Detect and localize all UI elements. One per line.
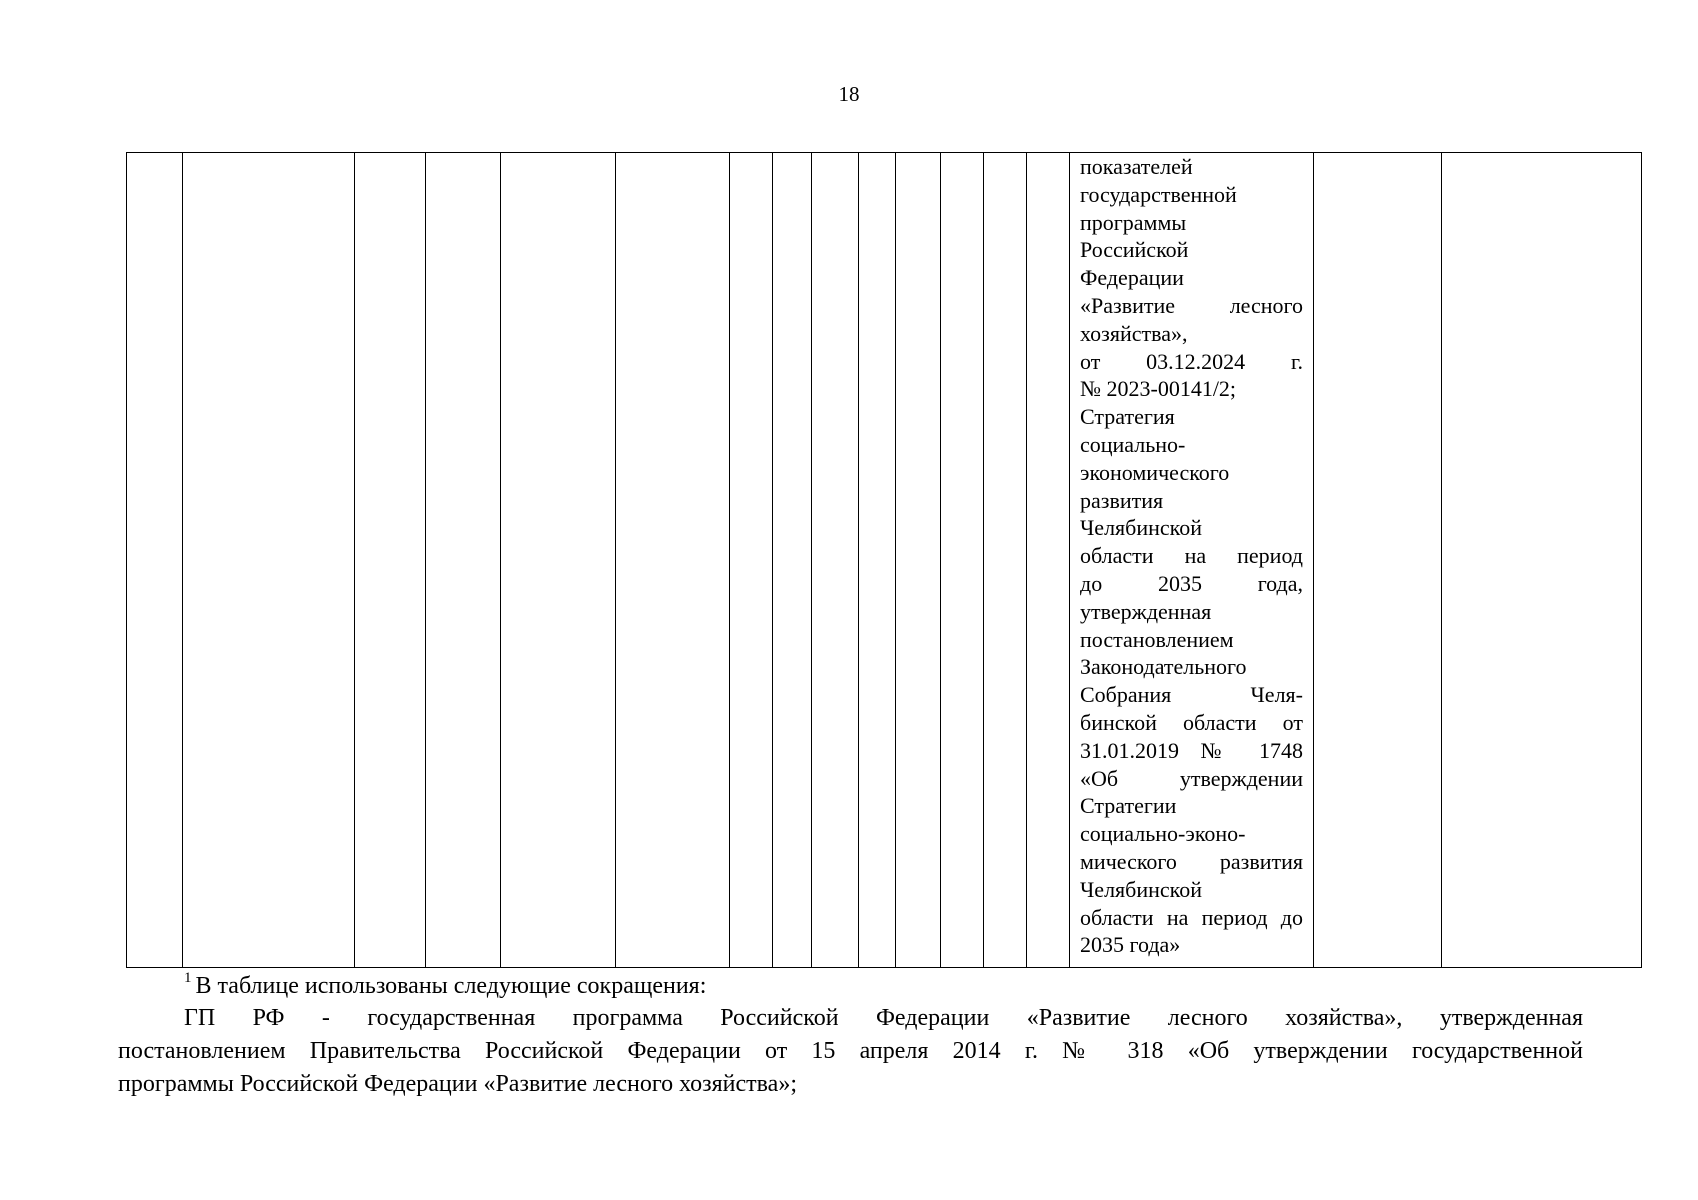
table-cell-16: [1314, 153, 1442, 968]
table-cell-17: [1442, 153, 1642, 968]
basis-text-line: № 2023-00141/2;: [1080, 376, 1237, 402]
abbreviation-paragraph: [118, 1002, 1583, 1101]
basis-text-line: экономического: [1080, 459, 1230, 485]
basis-text-line: Челябинской: [1080, 876, 1203, 902]
paragraph-line-2: постановлением Правительства Российской Федерации от 15 апреля 2014 г. № 318 «Об утверждении государственной: [118, 1038, 1583, 1064]
basis-text-line: Стратегия: [1080, 404, 1175, 430]
basis-text-line: Федерации: [1080, 265, 1184, 291]
table-row: [127, 153, 1642, 968]
basis-text-line: до 2035 года,: [1080, 570, 1303, 596]
table-cell-5: [501, 153, 616, 968]
basis-text-line: 2035 года»: [1080, 932, 1181, 958]
table-cell-10: [859, 153, 896, 968]
basis-text-line: программы: [1080, 209, 1187, 235]
basis-text: [1070, 153, 1313, 959]
table-cell-8: [773, 153, 812, 968]
table-cell-text: [1070, 153, 1314, 968]
table-cell-9: [812, 153, 859, 968]
table-cell-11: [896, 153, 941, 968]
footnote-marker: 1: [184, 970, 192, 986]
footnote: [184, 970, 706, 1002]
basis-text-line: бинской области от: [1080, 709, 1303, 735]
document-table: [126, 152, 1642, 968]
basis-text-line: утвержденная: [1080, 598, 1212, 624]
basis-text-line: хозяйства»,: [1080, 320, 1188, 346]
basis-text-line: мического развития: [1080, 848, 1303, 874]
basis-text-line: области на период до: [1080, 904, 1303, 930]
basis-text-line: «Развитие лесного: [1080, 292, 1303, 318]
table-cell-2: [183, 153, 355, 968]
table-cell-14: [1027, 153, 1070, 968]
table-cell-7: [730, 153, 773, 968]
basis-text-line: развития: [1080, 487, 1164, 513]
basis-text-line: 31.01.2019 № 1748: [1080, 737, 1303, 763]
basis-text-line: социально-эконо-: [1080, 821, 1246, 847]
basis-text-line: постановлением: [1080, 626, 1234, 652]
basis-text-line: Челябинской: [1080, 515, 1203, 541]
table-cell-12: [941, 153, 984, 968]
page-number: 18: [838, 82, 860, 106]
paragraph-line-1: ГП РФ - государственная программа Российской Федерации «Развитие лесного хозяйства», утвержденная: [184, 1005, 1583, 1031]
basis-text-line: Собрания Челя-: [1080, 682, 1303, 708]
basis-text-line: показателей: [1080, 154, 1193, 179]
basis-text-line: области на период: [1080, 543, 1303, 569]
table-cell-4: [426, 153, 501, 968]
basis-text-line: социально-: [1080, 431, 1186, 457]
footnote-text: В таблице использованы следующие сокращения:: [195, 973, 707, 999]
basis-text-line: Стратегии: [1080, 793, 1177, 819]
table-cell-6: [616, 153, 730, 968]
basis-text-line: государственной: [1080, 181, 1237, 207]
paragraph-line-3: программы Российской Федерации «Развитие лесного хозяйства»;: [118, 1071, 797, 1097]
basis-text-line: Законодательного: [1080, 654, 1247, 680]
basis-text-line: от 03.12.2024 г.: [1080, 348, 1303, 374]
table-cell-3: [355, 153, 426, 968]
basis-text-line: «Об утверждении: [1080, 765, 1303, 791]
basis-text-line: Российской: [1080, 237, 1189, 263]
table-cell-1: [127, 153, 183, 968]
table-cell-13: [984, 153, 1027, 968]
